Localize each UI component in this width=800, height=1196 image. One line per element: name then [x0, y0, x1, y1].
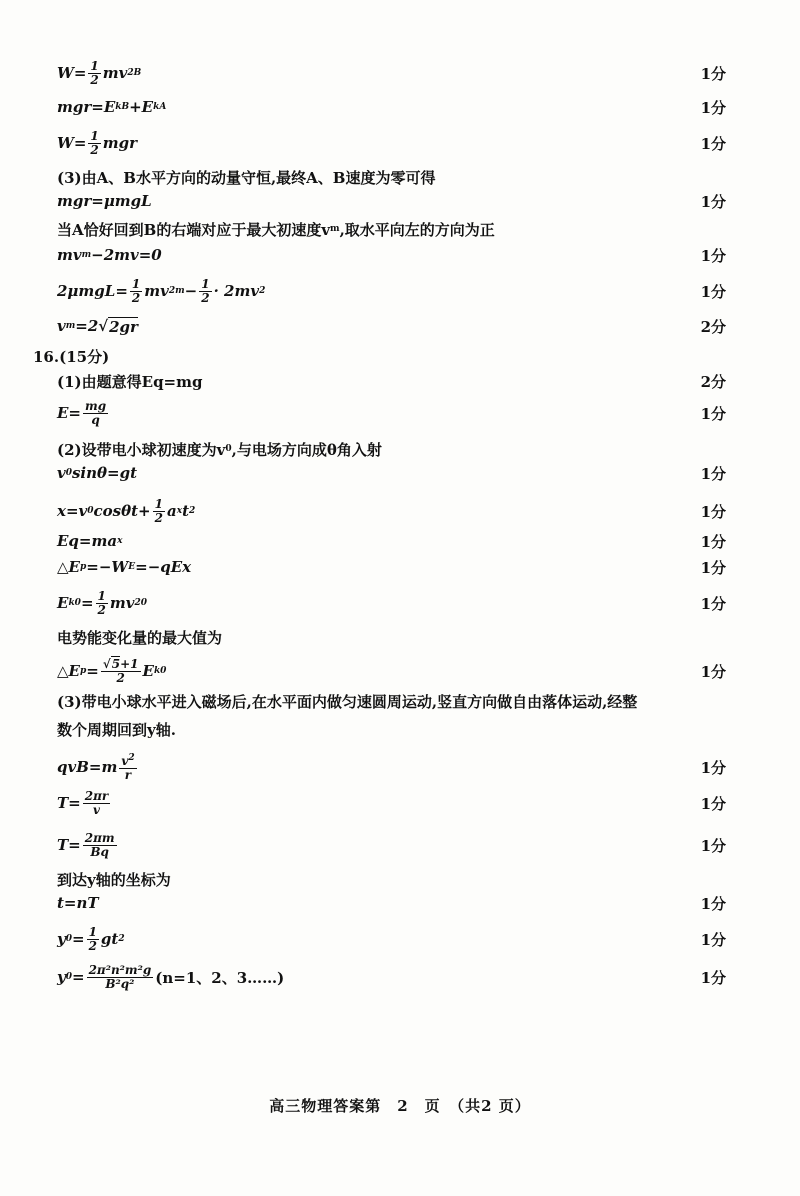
score: 1分	[700, 246, 726, 265]
equation	[57, 656, 166, 686]
text-line: 到达y轴的坐标为	[57, 870, 171, 889]
frac-den: 2	[116, 670, 125, 685]
text-line: 电势能变化量的最大值为	[57, 628, 223, 647]
frac-num	[119, 752, 136, 769]
frac-den: q	[91, 412, 100, 427]
eq-part: mgr	[102, 134, 138, 152]
solution-line-18	[0, 588, 800, 618]
score: 1分	[700, 192, 726, 211]
text-part: 当A恰好回到B的右端对应于最大初速度v	[57, 220, 331, 239]
solution-line-17	[0, 552, 800, 582]
eq-part: =−qEx	[135, 558, 192, 576]
solution-line-9	[0, 311, 800, 341]
solution-line-7	[0, 240, 800, 270]
frac-den: 2	[90, 72, 99, 87]
equation	[57, 311, 138, 341]
solution-line-27	[0, 888, 800, 918]
frac-num: 1	[97, 588, 106, 603]
equation	[57, 458, 137, 488]
eq-sup: 2	[259, 286, 266, 296]
eq-part: =	[71, 968, 85, 986]
score: 1分	[700, 758, 726, 777]
eq-part: v	[57, 317, 66, 335]
eq-part: v	[121, 754, 129, 768]
score: 1分	[700, 98, 726, 117]
frac-den: r	[124, 768, 132, 782]
solution-line-29	[0, 962, 800, 992]
equation	[57, 788, 112, 818]
frac-num	[101, 658, 141, 672]
eq-part: T=	[57, 794, 81, 812]
frac-num: mg	[85, 398, 107, 413]
fraction	[153, 498, 165, 525]
equation	[57, 830, 119, 860]
fraction	[87, 926, 99, 953]
solution-line-28	[0, 924, 800, 954]
eq-part: t	[182, 502, 189, 520]
fraction	[96, 590, 108, 617]
eq-part: Eq=ma	[57, 532, 118, 550]
eq-sup: 2	[189, 506, 196, 516]
eq-part: △E	[57, 558, 80, 576]
eq-part: · 2mv	[213, 282, 260, 300]
eq-sub: 0	[65, 972, 72, 982]
eq-part: E	[142, 662, 154, 680]
solution-line-11	[0, 366, 800, 396]
solution-line-3	[0, 128, 800, 158]
frac-num: 1	[154, 496, 163, 511]
fraction	[83, 832, 117, 859]
score: 1分	[700, 794, 726, 813]
eq-sub: E	[128, 562, 136, 572]
equation	[57, 398, 110, 428]
text-sub: 0	[225, 444, 232, 454]
eq-sub: x	[176, 506, 183, 516]
eq-part: △E	[57, 662, 80, 680]
fraction	[83, 790, 110, 817]
problem-number: 16.(15分)	[33, 347, 110, 366]
eq-sub: 0	[65, 468, 72, 478]
frac-num: 1	[131, 276, 141, 291]
equation	[57, 962, 284, 992]
score: 1分	[700, 532, 726, 551]
equation	[57, 552, 191, 582]
eq-part: +E	[129, 98, 154, 116]
eq-sub: 0	[87, 506, 94, 516]
frac-num: 2π²n²m²g	[88, 962, 152, 977]
score: 1分	[700, 464, 726, 483]
score: 1分	[700, 594, 726, 613]
solution-line-1	[0, 58, 800, 88]
eq-part: =	[71, 930, 85, 948]
eq-part: mv	[144, 282, 169, 300]
equation	[57, 240, 162, 270]
eq-part: =	[80, 594, 94, 612]
frac-den: 2	[154, 510, 163, 525]
fraction	[88, 130, 100, 157]
eq-sup: 2	[134, 598, 141, 608]
eq-part: v	[57, 464, 66, 482]
eq-sup: 2	[127, 68, 134, 78]
score: 1分	[700, 282, 726, 301]
eq-sub: 0	[140, 598, 147, 608]
fraction	[119, 752, 136, 782]
solution-line-2	[0, 92, 800, 122]
frac-num: 1	[88, 924, 97, 939]
fraction	[88, 60, 100, 87]
eq-part: W=	[57, 134, 87, 152]
fraction	[83, 400, 108, 427]
equation: mgr=μmgL	[57, 192, 152, 210]
frac-den: 2	[201, 290, 210, 305]
eq-sub: B	[133, 68, 142, 78]
solution-line-20	[0, 656, 800, 686]
eq-part: +1	[120, 656, 139, 671]
score: 1分	[700, 836, 726, 855]
eq-sub: m	[175, 286, 185, 296]
text-part: (2)设带电小球初速度为v	[57, 440, 226, 459]
eq-sup: 2	[128, 753, 135, 763]
eq-part: mv	[57, 246, 82, 264]
eq-sup: 2	[168, 286, 176, 296]
equation	[57, 752, 139, 782]
eq-part: E=	[57, 404, 82, 422]
eq-part: gt	[100, 930, 119, 948]
eq-part: =	[86, 662, 99, 680]
solution-line-21	[0, 686, 800, 716]
eq-part: mv	[102, 64, 128, 82]
eq-part: E	[57, 594, 69, 612]
frac-num: 1	[90, 58, 99, 73]
solution-line-19	[0, 622, 800, 652]
eq-part: a	[166, 502, 177, 520]
text-part: ,取水平向左的方向为正	[339, 220, 495, 239]
eq-sub: p	[79, 666, 87, 676]
frac-num: 1	[201, 276, 210, 291]
eq-part: cosθt+	[93, 502, 151, 520]
equation: t=nT	[57, 894, 99, 912]
eq-part: mgr=E	[57, 98, 116, 116]
text-line: 数个周期回到y轴.	[57, 720, 176, 739]
score: 1分	[700, 968, 726, 987]
eq-part: x=v	[57, 502, 88, 520]
eq-part: −	[184, 282, 198, 300]
eq-part: T=	[57, 836, 81, 854]
equation	[57, 924, 125, 954]
eq-sub: kA	[153, 102, 167, 112]
score: 2分	[700, 317, 726, 336]
eq-sub: m	[81, 250, 92, 260]
solution-line-5	[0, 186, 800, 216]
eq-sub: k0	[153, 666, 167, 676]
text-line: (3)带电小球水平进入磁场后,在水平面内做匀速圆周运动,竖直方向做自由落体运动,经整	[57, 692, 638, 711]
score: 1分	[700, 558, 726, 577]
text-line: (3)由A、B水平方向的动量守恒,最终A、B速度为零可得	[57, 168, 436, 187]
score: 1分	[700, 502, 726, 521]
eq-sub: m	[65, 321, 76, 331]
score: 1分	[700, 894, 726, 913]
frac-den: 2	[97, 602, 106, 617]
solution-line-15	[0, 496, 800, 526]
sqrt-sign: √	[98, 317, 109, 335]
score: 1分	[700, 64, 726, 83]
eq-sub: 0	[65, 934, 72, 944]
eq-part: sinθ=gt	[71, 464, 138, 482]
equation	[57, 276, 265, 306]
sqrt-radicand: 5	[111, 656, 121, 671]
eq-sub: p	[79, 562, 87, 572]
solution-line-25	[0, 830, 800, 860]
eq-part: −2mv=0	[91, 246, 162, 264]
fraction	[130, 278, 142, 305]
fraction	[87, 964, 154, 991]
sqrt-sign: √	[102, 656, 111, 671]
eq-sup: 2	[118, 934, 125, 944]
frac-den: B²q²	[105, 976, 135, 991]
frac-den: v	[92, 802, 100, 817]
score: 1分	[700, 404, 726, 423]
text-line: (1)由题意得Eq=mg	[57, 372, 203, 391]
text-sub: m	[330, 224, 340, 234]
score: 1分	[700, 134, 726, 153]
frac-num: 1	[90, 128, 99, 143]
eq-part: mv	[109, 594, 135, 612]
solution-line-22	[0, 714, 800, 744]
eq-part: W=	[57, 64, 87, 82]
equation	[57, 128, 137, 158]
solution-line-12	[0, 398, 800, 428]
solution-line-24	[0, 788, 800, 818]
fraction	[101, 658, 141, 685]
eq-part: y	[57, 968, 66, 986]
equation	[57, 58, 141, 88]
frac-den: 2	[88, 938, 97, 953]
text-part: ,与电场方向成θ角入射	[231, 440, 382, 459]
solution-line-23	[0, 752, 800, 782]
sqrt-radicand: 2gr	[109, 317, 138, 336]
score: 2分	[700, 372, 726, 391]
score: 1分	[700, 930, 726, 949]
eq-part: (n=1、2、3……)	[155, 968, 285, 987]
frac-num: 2πr	[84, 788, 109, 803]
frac-den: 2	[90, 142, 99, 157]
solution-line-8	[0, 276, 800, 306]
frac-den: 2	[131, 290, 141, 305]
equation	[57, 588, 147, 618]
fraction	[199, 278, 211, 305]
eq-part: 2μmgL=	[57, 282, 128, 300]
score: 1分	[700, 662, 726, 681]
eq-part: =−W	[86, 558, 129, 576]
eq-sub: k0	[68, 598, 81, 608]
eq-sub: x	[117, 536, 123, 546]
eq-part: =2	[75, 317, 99, 335]
page-footer: 高三物理答案第 2 页 （共2 页）	[269, 1096, 531, 1115]
frac-den: Bq	[90, 844, 109, 859]
frac-num: 2πm	[84, 830, 115, 845]
equation	[57, 92, 166, 122]
eq-part: y	[57, 930, 66, 948]
equation	[57, 496, 195, 526]
solution-line-14	[0, 458, 800, 488]
eq-sub: kB	[115, 102, 130, 112]
eq-part: qvB=m	[57, 758, 118, 776]
